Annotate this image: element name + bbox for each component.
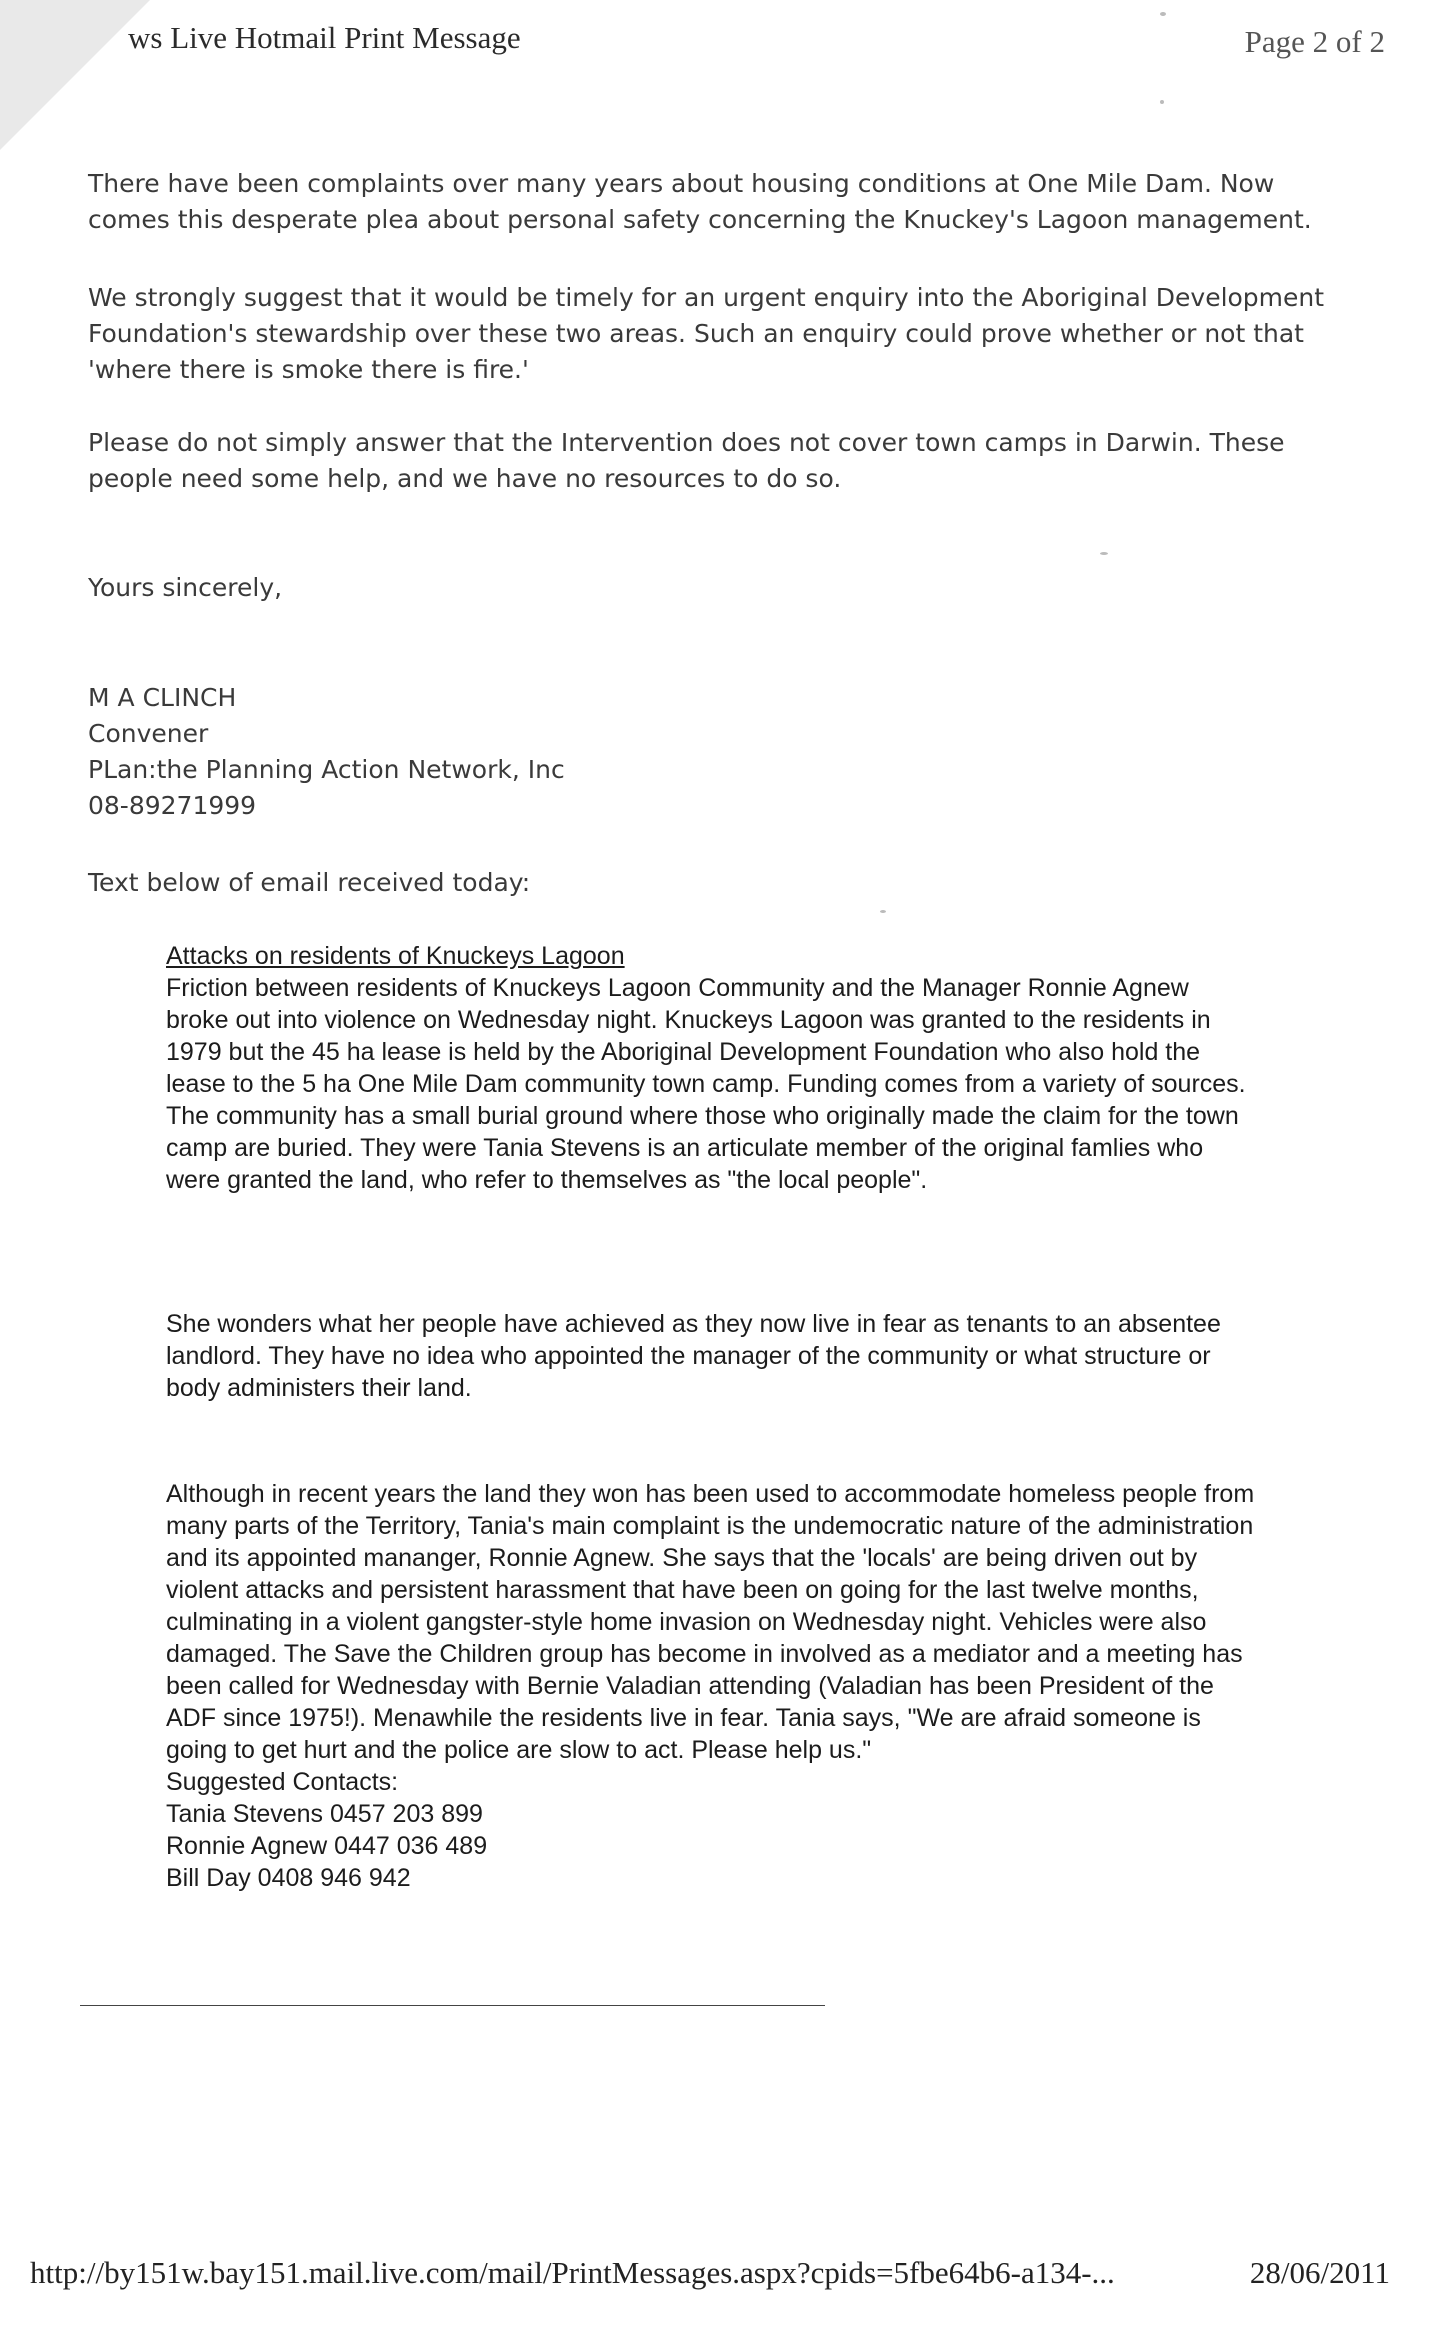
email-intro: Text below of email received today:: [88, 868, 531, 897]
signature-block: [88, 680, 1338, 824]
letter-closing: Yours sincerely,: [88, 573, 283, 602]
footer-date: 28/06/2011: [1249, 2255, 1390, 2290]
email-paragraph-1: Friction between residents of Knuckeys Lagoon Community and the Manager Ronnie Agnew broke out into violence on Wednesday night. Knuckeys Lagoon was granted to the residents in 1979 but the 45 ha lease is held by the Aboriginal Development Foundation who also hold the lease to the 5 ha One Mile Dam community town camp. Funding comes from a variety of sources. The community has a small burial ground where those who originally made the claim for the town camp are buried. They were Tania Stevens is an articulate member of the original famlies who were granted the land, who refer to themselves as "the local people".: [166, 974, 1246, 1194]
divider-line: [80, 2005, 825, 2006]
email-heading: Attacks on residents of Knuckeys Lagoon: [166, 942, 625, 970]
contact-1: Tania Stevens 0457 203 899: [166, 1800, 483, 1828]
email-paragraph-2: She wonders what her people have achieved as they now live in fear as tenants to an absentee landlord. They have no idea who appointed the manager of the community or what structure or body administers their land.: [166, 1310, 1221, 1402]
print-header-title: ws Live Hotmail Print Message: [128, 20, 521, 55]
scan-speck: [1160, 12, 1166, 16]
contact-2: Ronnie Agnew 0447 036 489: [166, 1832, 488, 1860]
signature-phone: 08-89271999: [88, 791, 257, 820]
email-paragraph-3: Although in recent years the land they won has been used to accommodate homeless people from many parts of the Territory, Tania's main complaint is the undemocratic nature of the administration and its appointed mananger, Ronnie Agnew. She says that the 'locals' are being driven out by violent attacks and persistent harassment that have been on going for the last twelve months, culminating in a violent gangster-style home invasion on Wednesday night. Vehicles were also damaged. The Save the Children group has become in involved as a mediator and a meeting has been called for Wednesday with Bernie Valadian attending (Valadian has been President of the ADF since 1975!). Menawhile the residents live in fear. Tania says, "We are afraid someone is going to get hurt and the police are slow to act. Please help us.": [166, 1480, 1255, 1764]
footer-url: http://by151w.bay151.mail.live.com/mail/PrintMessages.aspx?cpids=5fbe64b6-a134-...: [30, 2255, 1115, 2290]
contacts-label: Suggested Contacts:: [166, 1768, 399, 1796]
quoted-email-section-1: [166, 940, 1256, 1196]
quoted-email-section-3: [166, 1478, 1256, 1894]
scan-speck: [1100, 552, 1108, 555]
contact-3: Bill Day 0408 946 942: [166, 1864, 411, 1892]
print-footer: [30, 2255, 1390, 2291]
letter-paragraph-3: Please do not simply answer that the Intervention does not cover town camps in Darwin. These people need some help, and we have no resources to do so.: [88, 428, 1285, 493]
letter-paragraph-1: There have been complaints over many years about housing conditions at One Mile Dam. Now comes this desperate plea about personal safety concerning the Knuckey's Lagoon management.: [88, 169, 1312, 234]
scan-speck: [1160, 100, 1164, 104]
signature-name: M A CLINCH: [88, 683, 237, 712]
scan-speck: [880, 910, 886, 913]
signature-title: Convener: [88, 719, 209, 748]
page-number: Page 2 of 2: [1244, 24, 1385, 59]
signature-organisation: PLan:the Planning Action Network, Inc: [88, 755, 565, 784]
letter-paragraph-2: We strongly suggest that it would be timely for an urgent enquiry into the Aboriginal Development Foundation's stewardship over these two areas. Such an enquiry could prove whether or not that 'where there is smoke there is fire.': [88, 283, 1325, 384]
